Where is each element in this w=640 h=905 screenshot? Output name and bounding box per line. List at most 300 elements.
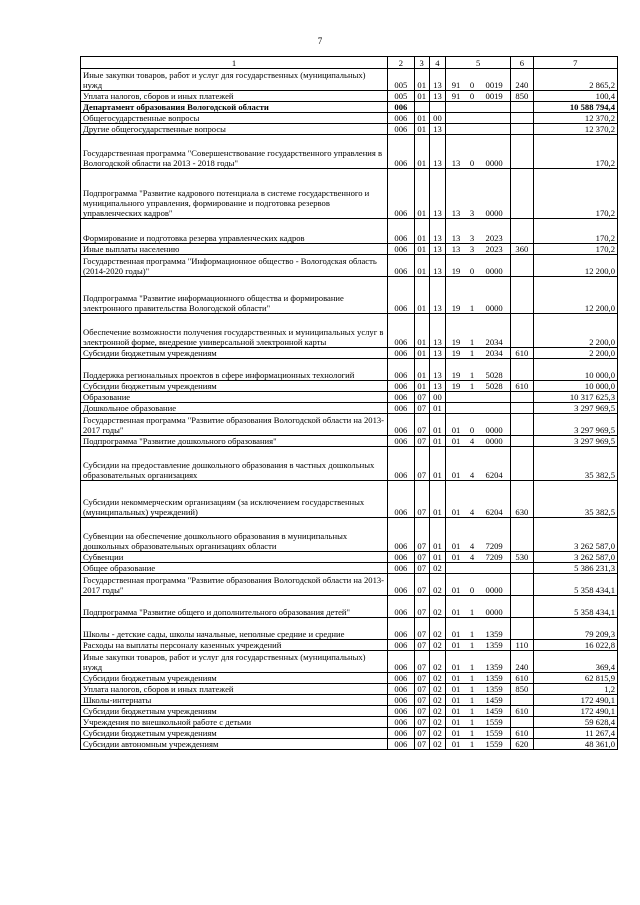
row-section-code: 07 xyxy=(414,574,429,596)
row-program-code: 01 xyxy=(446,695,466,706)
row-section-code: 07 xyxy=(414,728,429,739)
row-expense-type-code xyxy=(511,447,533,481)
row-amount: 12 370,2 xyxy=(533,113,617,124)
row-subsection-code: 13 xyxy=(429,381,445,392)
row-amount: 12 200,0 xyxy=(533,255,617,277)
table-row xyxy=(81,392,618,403)
table-row xyxy=(81,518,618,552)
row-direction-code: 1359 xyxy=(478,640,511,651)
row-name: Субсидии бюджетным учреждениям xyxy=(81,673,388,684)
table-row xyxy=(81,552,618,563)
row-direction-code: 0000 xyxy=(478,169,511,219)
row-section-code: 01 xyxy=(414,381,429,392)
row-section-code: 01 xyxy=(414,277,429,314)
table-row xyxy=(81,640,618,651)
row-subsection-code: 02 xyxy=(429,574,445,596)
row-subprogram-code: 1 xyxy=(466,695,478,706)
row-department-code: 006 xyxy=(388,447,414,481)
row-section-code: 07 xyxy=(414,596,429,618)
row-name: Уплата налогов, сборов и иных платежей xyxy=(81,91,388,102)
row-subprogram-code: 1 xyxy=(466,314,478,348)
table-row xyxy=(81,596,618,618)
row-section-code: 07 xyxy=(414,403,429,414)
row-program-code: 19 xyxy=(446,277,466,314)
row-name: Субвенции на обеспечение дошкольного образования в муниципальных дошкольных образовательных организациях области xyxy=(81,518,388,552)
row-program-code: 01 xyxy=(446,728,466,739)
row-subprogram-code: 0 xyxy=(466,574,478,596)
row-program-code: 01 xyxy=(446,651,466,673)
row-program-code: 01 xyxy=(446,640,466,651)
row-subprogram-code xyxy=(466,563,478,574)
row-program-code: 01 xyxy=(446,414,466,436)
row-program-code: 01 xyxy=(446,518,466,552)
row-direction-code: 6204 xyxy=(478,481,511,518)
row-subsection-code: 13 xyxy=(429,277,445,314)
row-subprogram-code: 0 xyxy=(466,414,478,436)
table-row xyxy=(81,651,618,673)
column-header: 4 xyxy=(429,57,445,69)
row-section-code: 01 xyxy=(414,169,429,219)
row-amount: 3 297 969,5 xyxy=(533,436,617,447)
row-section-code: 01 xyxy=(414,348,429,359)
row-name: Государственная программа "Совершенствование государственного управления в Вологодской области на 2013 - 2018 годы" xyxy=(81,135,388,169)
column-header: 5 xyxy=(446,57,511,69)
row-name: Подпрограмма "Развитие общего и дополнительного образования детей" xyxy=(81,596,388,618)
row-expense-type-code xyxy=(511,392,533,403)
row-direction-code: 7209 xyxy=(478,552,511,563)
row-subprogram-code: 3 xyxy=(466,244,478,255)
row-amount: 12 370,2 xyxy=(533,124,617,135)
row-direction-code: 0000 xyxy=(478,596,511,618)
row-department-code: 006 xyxy=(388,124,414,135)
row-direction-code xyxy=(478,403,511,414)
row-subprogram-code: 0 xyxy=(466,255,478,277)
row-program-code: 13 xyxy=(446,169,466,219)
row-subprogram-code: 1 xyxy=(466,706,478,717)
row-amount: 3 297 969,5 xyxy=(533,403,617,414)
row-program-code xyxy=(446,113,466,124)
row-section-code: 07 xyxy=(414,563,429,574)
row-name: Субсидии бюджетным учреждениям xyxy=(81,381,388,392)
table-row xyxy=(81,684,618,695)
row-name: Субсидии бюджетным учреждениям xyxy=(81,706,388,717)
row-expense-type-code xyxy=(511,717,533,728)
row-subsection-code: 02 xyxy=(429,651,445,673)
row-subprogram-code: 0 xyxy=(466,69,478,91)
row-subprogram-code: 0 xyxy=(466,91,478,102)
column-header: 7 xyxy=(533,57,617,69)
row-amount: 369,4 xyxy=(533,651,617,673)
row-section-code: 01 xyxy=(414,69,429,91)
table-row xyxy=(81,381,618,392)
row-subsection-code: 01 xyxy=(429,518,445,552)
row-department-code: 006 xyxy=(388,219,414,244)
table-row xyxy=(81,436,618,447)
row-name: Государственная программа "Информационное общество - Вологодская область (2014-2020 годы)" xyxy=(81,255,388,277)
row-department-code: 005 xyxy=(388,91,414,102)
row-amount: 35 382,5 xyxy=(533,447,617,481)
row-section-code: 07 xyxy=(414,684,429,695)
row-amount: 5 358 434,1 xyxy=(533,574,617,596)
row-section-code: 07 xyxy=(414,739,429,750)
row-department-code: 006 xyxy=(388,673,414,684)
row-department-code: 006 xyxy=(388,596,414,618)
row-subprogram-code: 1 xyxy=(466,348,478,359)
row-department-code: 006 xyxy=(388,392,414,403)
row-expense-type-code xyxy=(511,135,533,169)
row-subprogram-code xyxy=(466,403,478,414)
row-department-code: 006 xyxy=(388,574,414,596)
row-subsection-code: 02 xyxy=(429,618,445,640)
row-name: Департамент образования Вологодской области xyxy=(81,102,388,113)
row-section-code: 07 xyxy=(414,717,429,728)
row-expense-type-code: 360 xyxy=(511,244,533,255)
row-amount: 172 490,1 xyxy=(533,706,617,717)
row-expense-type-code xyxy=(511,277,533,314)
row-section-code: 01 xyxy=(414,219,429,244)
row-subprogram-code: 4 xyxy=(466,447,478,481)
row-program-code: 01 xyxy=(446,596,466,618)
row-subprogram-code: 4 xyxy=(466,518,478,552)
row-expense-type-code: 110 xyxy=(511,640,533,651)
row-section-code: 07 xyxy=(414,640,429,651)
row-direction-code: 2023 xyxy=(478,219,511,244)
row-direction-code: 0000 xyxy=(478,436,511,447)
table-row xyxy=(81,69,618,91)
row-name: Уплата налогов, сборов и иных платежей xyxy=(81,684,388,695)
row-subprogram-code: 3 xyxy=(466,169,478,219)
table-row xyxy=(81,219,618,244)
row-name: Дошкольное образование xyxy=(81,403,388,414)
row-department-code: 006 xyxy=(388,436,414,447)
row-expense-type-code xyxy=(511,563,533,574)
row-subprogram-code: 1 xyxy=(466,640,478,651)
row-direction-code: 0000 xyxy=(478,135,511,169)
row-name: Подпрограмма "Развитие информационного общества и формирование электронного правительства Вологодской области" xyxy=(81,277,388,314)
row-section-code: 07 xyxy=(414,481,429,518)
row-subprogram-code xyxy=(466,113,478,124)
row-direction-code: 0019 xyxy=(478,91,511,102)
row-department-code: 006 xyxy=(388,314,414,348)
row-direction-code: 6204 xyxy=(478,447,511,481)
row-section-code: 07 xyxy=(414,618,429,640)
row-direction-code: 1459 xyxy=(478,695,511,706)
row-subprogram-code: 1 xyxy=(466,717,478,728)
row-expense-type-code: 850 xyxy=(511,684,533,695)
row-direction-code: 0000 xyxy=(478,574,511,596)
row-section-code: 01 xyxy=(414,359,429,381)
row-name: Субсидии некоммерческим организациям (за исключением государственных (муниципальных) учреждений) xyxy=(81,481,388,518)
row-expense-type-code: 610 xyxy=(511,381,533,392)
row-subsection-code: 01 xyxy=(429,414,445,436)
row-program-code: 19 xyxy=(446,314,466,348)
table-row xyxy=(81,563,618,574)
row-program-code: 19 xyxy=(446,348,466,359)
row-direction-code: 2034 xyxy=(478,314,511,348)
row-name: Образование xyxy=(81,392,388,403)
row-amount: 35 382,5 xyxy=(533,481,617,518)
row-subsection-code: 13 xyxy=(429,359,445,381)
row-department-code: 006 xyxy=(388,135,414,169)
row-department-code: 006 xyxy=(388,518,414,552)
row-direction-code xyxy=(478,113,511,124)
row-section-code: 07 xyxy=(414,651,429,673)
row-subprogram-code: 3 xyxy=(466,219,478,244)
row-department-code: 006 xyxy=(388,739,414,750)
row-subsection-code: 02 xyxy=(429,717,445,728)
row-amount: 3 262 587,0 xyxy=(533,518,617,552)
row-name: Формирование и подготовка резерва управленческих кадров xyxy=(81,219,388,244)
row-name: Школы - детские сады, школы начальные, неполные средние и средние xyxy=(81,618,388,640)
row-direction-code: 1359 xyxy=(478,684,511,695)
row-department-code: 006 xyxy=(388,113,414,124)
row-direction-code: 0019 xyxy=(478,69,511,91)
row-amount: 170,2 xyxy=(533,135,617,169)
row-program-code: 01 xyxy=(446,706,466,717)
row-department-code: 006 xyxy=(388,728,414,739)
row-amount: 2 200,0 xyxy=(533,348,617,359)
row-direction-code: 1559 xyxy=(478,728,511,739)
row-department-code: 006 xyxy=(388,244,414,255)
row-program-code xyxy=(446,392,466,403)
row-expense-type-code xyxy=(511,219,533,244)
row-section-code: 01 xyxy=(414,244,429,255)
row-direction-code: 0000 xyxy=(478,255,511,277)
table-row xyxy=(81,169,618,219)
column-header: 6 xyxy=(511,57,533,69)
row-subsection-code: 02 xyxy=(429,640,445,651)
row-department-code: 006 xyxy=(388,381,414,392)
row-name: Субсидии на предоставление дошкольного образования в частных дошкольных образовательных организациях xyxy=(81,447,388,481)
row-section-code: 07 xyxy=(414,706,429,717)
row-program-code xyxy=(446,403,466,414)
row-direction-code: 2023 xyxy=(478,244,511,255)
row-program-code: 13 xyxy=(446,135,466,169)
row-direction-code xyxy=(478,124,511,135)
row-subsection-code: 13 xyxy=(429,69,445,91)
table-row xyxy=(81,113,618,124)
row-amount: 79 209,3 xyxy=(533,618,617,640)
row-subsection-code: 02 xyxy=(429,596,445,618)
row-program-code xyxy=(446,563,466,574)
row-direction-code: 5028 xyxy=(478,381,511,392)
row-name: Субсидии бюджетным учреждениям xyxy=(81,348,388,359)
row-department-code: 006 xyxy=(388,717,414,728)
row-subprogram-code: 4 xyxy=(466,436,478,447)
column-header: 3 xyxy=(414,57,429,69)
row-program-code: 01 xyxy=(446,618,466,640)
row-amount: 5 358 434,1 xyxy=(533,596,617,618)
row-program-code: 13 xyxy=(446,219,466,244)
row-subprogram-code xyxy=(466,392,478,403)
table-row xyxy=(81,739,618,750)
row-section-code: 07 xyxy=(414,447,429,481)
table-row xyxy=(81,414,618,436)
row-section-code: 07 xyxy=(414,695,429,706)
row-amount: 62 815,9 xyxy=(533,673,617,684)
row-program-code: 19 xyxy=(446,381,466,392)
row-expense-type-code: 610 xyxy=(511,673,533,684)
row-program-code: 01 xyxy=(446,684,466,695)
row-direction-code xyxy=(478,392,511,403)
row-amount: 10 000,0 xyxy=(533,381,617,392)
row-subprogram-code xyxy=(466,124,478,135)
row-name: Субвенции xyxy=(81,552,388,563)
table-row xyxy=(81,255,618,277)
row-department-code: 006 xyxy=(388,414,414,436)
row-subsection-code: 13 xyxy=(429,255,445,277)
row-expense-type-code: 610 xyxy=(511,728,533,739)
table-row xyxy=(81,673,618,684)
row-expense-type-code xyxy=(511,596,533,618)
row-subsection-code: 00 xyxy=(429,392,445,403)
row-direction-code: 2034 xyxy=(478,348,511,359)
row-subsection-code: 02 xyxy=(429,706,445,717)
row-subsection-code: 02 xyxy=(429,684,445,695)
row-amount: 170,2 xyxy=(533,244,617,255)
row-subsection-code: 00 xyxy=(429,113,445,124)
row-name: Иные закупки товаров, работ и услуг для государственных (муниципальных) нужд xyxy=(81,69,388,91)
row-amount: 48 361,0 xyxy=(533,739,617,750)
row-section-code: 07 xyxy=(414,392,429,403)
row-program-code: 91 xyxy=(446,91,466,102)
table-row xyxy=(81,728,618,739)
row-section-code: 01 xyxy=(414,135,429,169)
row-expense-type-code xyxy=(511,518,533,552)
row-name: Школы-интернаты xyxy=(81,695,388,706)
row-subsection-code: 02 xyxy=(429,673,445,684)
row-section-code: 07 xyxy=(414,414,429,436)
table-row xyxy=(81,706,618,717)
row-expense-type-code xyxy=(511,414,533,436)
row-subsection-code: 01 xyxy=(429,436,445,447)
row-section-code: 01 xyxy=(414,255,429,277)
row-subsection-code: 13 xyxy=(429,348,445,359)
row-amount: 3 297 969,5 xyxy=(533,414,617,436)
row-subprogram-code: 1 xyxy=(466,684,478,695)
row-expense-type-code xyxy=(511,102,533,113)
row-program-code xyxy=(446,124,466,135)
row-section-code: 01 xyxy=(414,314,429,348)
row-name: Субсидии бюджетным учреждениям xyxy=(81,728,388,739)
row-program-code: 01 xyxy=(446,481,466,518)
row-subprogram-code: 1 xyxy=(466,739,478,750)
row-department-code: 006 xyxy=(388,706,414,717)
row-subsection-code: 13 xyxy=(429,314,445,348)
row-subsection-code: 01 xyxy=(429,447,445,481)
row-subsection-code: 13 xyxy=(429,169,445,219)
row-name: Государственная программа "Развитие образования Вологодской области на 2013-2017 годы" xyxy=(81,574,388,596)
row-subprogram-code: 1 xyxy=(466,359,478,381)
row-section-code: 01 xyxy=(414,113,429,124)
table-row xyxy=(81,359,618,381)
row-subprogram-code: 4 xyxy=(466,552,478,563)
table-row xyxy=(81,277,618,314)
row-name: Иные выплаты населению xyxy=(81,244,388,255)
row-expense-type-code xyxy=(511,695,533,706)
row-name: Подпрограмма "Развитие кадрового потенциала в системе государственного и муниципального управления, формирование и подготовка резервов управленческих кадров" xyxy=(81,169,388,219)
row-expense-type-code: 530 xyxy=(511,552,533,563)
column-header: 2 xyxy=(388,57,414,69)
row-subsection-code: 02 xyxy=(429,739,445,750)
row-department-code: 006 xyxy=(388,684,414,695)
table-row xyxy=(81,574,618,596)
row-amount: 10 317 625,3 xyxy=(533,392,617,403)
row-program-code: 19 xyxy=(446,359,466,381)
row-department-code: 006 xyxy=(388,102,414,113)
row-department-code: 006 xyxy=(388,277,414,314)
row-name: Учреждения по внешкольной работе с детьми xyxy=(81,717,388,728)
table-row xyxy=(81,314,618,348)
table-header xyxy=(81,57,618,69)
row-expense-type-code: 240 xyxy=(511,69,533,91)
row-direction-code: 1359 xyxy=(478,618,511,640)
row-department-code: 006 xyxy=(388,403,414,414)
row-subprogram-code: 1 xyxy=(466,277,478,314)
row-subsection-code: 13 xyxy=(429,91,445,102)
column-header: 1 xyxy=(81,57,388,69)
row-subprogram-code: 1 xyxy=(466,381,478,392)
table-row xyxy=(81,135,618,169)
row-subsection-code: 02 xyxy=(429,728,445,739)
row-expense-type-code: 630 xyxy=(511,481,533,518)
row-expense-type-code xyxy=(511,574,533,596)
row-section-code: 01 xyxy=(414,124,429,135)
row-expense-type-code xyxy=(511,255,533,277)
row-expense-type-code xyxy=(511,436,533,447)
row-subprogram-code: 1 xyxy=(466,618,478,640)
row-expense-type-code: 240 xyxy=(511,651,533,673)
table-row xyxy=(81,124,618,135)
row-direction-code xyxy=(478,563,511,574)
row-amount: 16 022,8 xyxy=(533,640,617,651)
row-amount: 3 262 587,0 xyxy=(533,552,617,563)
row-name: Субсидии автономным учреждениям xyxy=(81,739,388,750)
row-subsection-code: 02 xyxy=(429,695,445,706)
table-row xyxy=(81,102,618,113)
row-program-code: 01 xyxy=(446,717,466,728)
row-subprogram-code: 1 xyxy=(466,728,478,739)
row-amount: 170,2 xyxy=(533,169,617,219)
row-subprogram-code: 1 xyxy=(466,596,478,618)
row-subsection-code: 01 xyxy=(429,403,445,414)
row-amount: 11 267,4 xyxy=(533,728,617,739)
row-subprogram-code: 4 xyxy=(466,481,478,518)
row-direction-code: 5028 xyxy=(478,359,511,381)
row-section-code: 07 xyxy=(414,673,429,684)
row-program-code: 01 xyxy=(446,436,466,447)
row-expense-type-code: 610 xyxy=(511,706,533,717)
row-expense-type-code: 620 xyxy=(511,739,533,750)
row-amount: 10 000,0 xyxy=(533,359,617,381)
row-name: Иные закупки товаров, работ и услуг для государственных (муниципальных) нужд xyxy=(81,651,388,673)
row-amount: 100,4 xyxy=(533,91,617,102)
row-direction-code: 1559 xyxy=(478,739,511,750)
row-expense-type-code xyxy=(511,359,533,381)
row-subsection-code xyxy=(429,102,445,113)
row-subsection-code: 13 xyxy=(429,124,445,135)
row-expense-type-code: 610 xyxy=(511,348,533,359)
table-row xyxy=(81,717,618,728)
row-program-code xyxy=(446,102,466,113)
row-expense-type-code xyxy=(511,403,533,414)
row-section-code xyxy=(414,102,429,113)
row-amount: 2 200,0 xyxy=(533,314,617,348)
row-program-code: 13 xyxy=(446,244,466,255)
row-direction-code: 1359 xyxy=(478,673,511,684)
row-department-code: 006 xyxy=(388,552,414,563)
row-department-code: 006 xyxy=(388,255,414,277)
